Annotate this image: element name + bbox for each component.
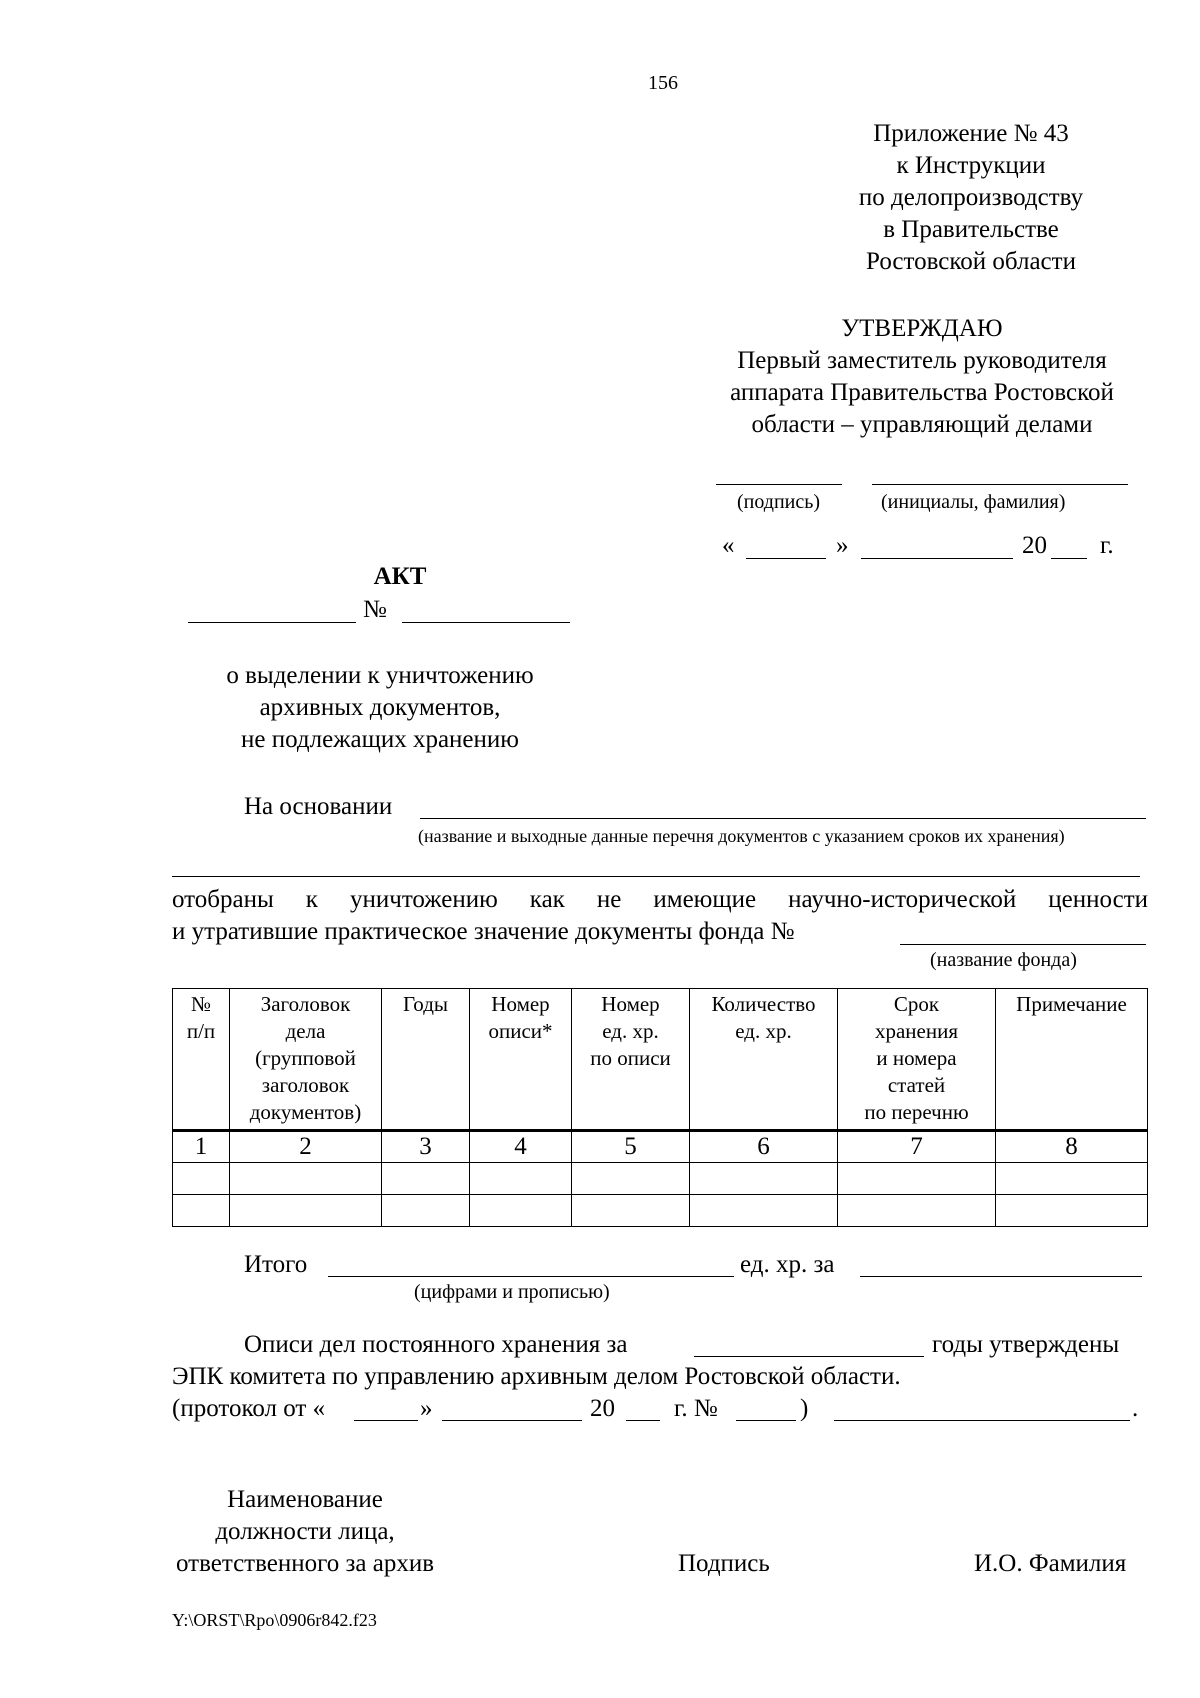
act-number-sign: № (363, 596, 387, 623)
protocol-end: . (1132, 1395, 1139, 1422)
table-cell[interactable] (230, 1195, 382, 1227)
header-cell-number (173, 989, 230, 1131)
date-close-quote: » (836, 532, 849, 559)
column-number: 8 (996, 1131, 1148, 1163)
table-row (173, 1163, 1148, 1195)
header-text: № (190, 992, 212, 1016)
appendix-line: в Правительстве (883, 216, 1059, 243)
table-cell[interactable] (996, 1163, 1148, 1195)
approval-line: Первый заместитель руководителя (737, 347, 1107, 374)
header-text: Количество (711, 992, 816, 1016)
date-year-prefix: 20 (1022, 532, 1047, 559)
signature-label: Подпись (678, 1550, 770, 1577)
header-cell-years (382, 989, 470, 1131)
header-text: (групповой (255, 1046, 356, 1070)
page-number: 156 (648, 72, 678, 94)
position-block (160, 1484, 450, 1580)
table-cell[interactable] (572, 1195, 690, 1227)
total-label: Итого (244, 1251, 308, 1278)
act-title: АКТ (373, 563, 427, 590)
total-count-line[interactable] (328, 1276, 734, 1277)
approval-line: области – управляющий делами (751, 411, 1093, 438)
act-subtitle-line: не подлежащих хранению (241, 726, 519, 753)
table-cell[interactable] (382, 1163, 470, 1195)
header-text: дела (285, 1019, 326, 1043)
inventory-line2: ЭПК комитета по управлению архивным делом Ростовской области. (172, 1363, 901, 1390)
protocol-quote: » (420, 1395, 433, 1422)
column-number: 6 (690, 1131, 838, 1163)
column-number: 3 (382, 1131, 470, 1163)
header-cell-quantity (690, 989, 838, 1131)
table-cell[interactable] (690, 1163, 838, 1195)
protocol-day-line[interactable] (354, 1420, 418, 1421)
date-day-line[interactable] (746, 558, 826, 559)
table-cell[interactable] (173, 1195, 230, 1227)
position-line: должности лица, (215, 1518, 395, 1545)
header-text: Срок (893, 992, 940, 1016)
appendix-line: к Инструкции (896, 152, 1046, 179)
header-text: ед. хр. (735, 1019, 792, 1043)
protocol-g: г. № (674, 1395, 718, 1422)
header-text: описи* (488, 1019, 553, 1043)
table-cell[interactable] (572, 1163, 690, 1195)
position-line: ответственного за архив (176, 1550, 434, 1577)
table-cell[interactable] (470, 1163, 572, 1195)
header-text: п/п (186, 1019, 216, 1043)
header-cell-note (996, 989, 1148, 1131)
protocol-number-line[interactable] (736, 1420, 796, 1421)
header-cell-title (230, 989, 382, 1131)
table-cell[interactable] (470, 1195, 572, 1227)
selected-line2: и утратившие практическое значение документы фонда № (172, 918, 795, 945)
header-text: Номер (601, 992, 660, 1016)
name-caption: (инициалы, фамилия) (881, 491, 1066, 513)
documents-table (172, 988, 1148, 1227)
appendix-block (830, 118, 1112, 278)
table-header-row (173, 989, 1148, 1131)
header-text: хранения (874, 1019, 958, 1043)
total-years-line[interactable] (860, 1276, 1142, 1277)
basis-line[interactable] (420, 818, 1146, 819)
table-cell[interactable] (690, 1195, 838, 1227)
act-subtitle-line: о выделении к уничтожению (226, 662, 534, 689)
approval-block (692, 313, 1152, 441)
header-text: ед. хр. (602, 1019, 659, 1043)
column-number: 7 (838, 1131, 996, 1163)
approval-title: УТВЕРЖДАЮ (841, 315, 1003, 342)
protocol-name-line[interactable] (834, 1420, 1130, 1421)
basis-continuation-line[interactable] (172, 876, 1140, 877)
inventory-years-line[interactable] (694, 1356, 924, 1357)
signature-caption: (подпись) (737, 491, 821, 513)
position-line: Наименование (227, 1486, 383, 1513)
column-number: 1 (173, 1131, 230, 1163)
signature-line[interactable] (716, 484, 842, 485)
header-text: Годы (403, 992, 448, 1016)
basis-caption: (название и выходные данные перечня документов с указанием сроков их хранения) (418, 826, 1065, 846)
column-number-row (173, 1131, 1148, 1163)
total-middle: ед. хр. за (740, 1251, 835, 1278)
table-cell[interactable] (838, 1195, 996, 1227)
date-month-line[interactable] (861, 558, 1013, 559)
column-number: 2 (230, 1131, 382, 1163)
total-caption: (цифрами и прописью) (414, 1281, 610, 1303)
fund-caption: (название фонда) (930, 949, 1077, 971)
protocol-year: 20 (590, 1395, 615, 1422)
header-text: и номера (876, 1046, 957, 1070)
protocol-start: (протокол от « (172, 1395, 326, 1422)
appendix-line: Приложение № 43 (873, 120, 1069, 147)
table-row (173, 1195, 1148, 1227)
table-cell[interactable] (173, 1163, 230, 1195)
inventory-line1-start: Описи дел постоянного хранения за (244, 1331, 628, 1358)
fund-name-line[interactable] (900, 944, 1146, 945)
header-text: Номер (491, 992, 550, 1016)
header-text: документов) (249, 1100, 362, 1124)
selected-line1: отобраны к уничтожению как не имеющие научно-исторической ценности (172, 886, 1148, 913)
header-text: по перечню (864, 1100, 969, 1124)
act-subtitle-line: архивных документов, (259, 694, 501, 721)
header-text: Заголовок (260, 992, 351, 1016)
protocol-paren: ) (800, 1395, 809, 1422)
act-date-line[interactable] (188, 622, 356, 623)
table-cell[interactable] (230, 1163, 382, 1195)
protocol-year-line[interactable] (626, 1420, 660, 1421)
header-text: Примечание (1016, 992, 1127, 1016)
table-cell[interactable] (996, 1195, 1148, 1227)
header-cell-unit-number (572, 989, 690, 1131)
appendix-line: по делопроизводству (858, 184, 1084, 211)
date-year-suffix: г. (1100, 532, 1114, 559)
header-text: заголовок (261, 1073, 350, 1097)
appendix-line: Ростовской области (866, 248, 1076, 275)
act-subtitle (180, 660, 580, 756)
act-number-line[interactable] (402, 622, 570, 623)
header-cell-inventory-number (470, 989, 572, 1131)
header-text: по описи (590, 1046, 671, 1070)
basis-label: На основании (244, 793, 393, 820)
table-cell[interactable] (838, 1163, 996, 1195)
header-text: статей (887, 1073, 946, 1097)
column-number: 5 (572, 1131, 690, 1163)
footer-file-path: Y:\ORST\Rpo\0906r842.f23 (172, 1610, 377, 1630)
date-year-line[interactable] (1051, 558, 1087, 559)
protocol-month-line[interactable] (442, 1420, 582, 1421)
header-cell-retention (838, 989, 996, 1131)
initials-line[interactable] (872, 484, 1128, 485)
approval-line: аппарата Правительства Ростовской (730, 379, 1114, 406)
table-cell[interactable] (382, 1195, 470, 1227)
inventory-line1-end: годы утверждены (932, 1331, 1120, 1358)
column-number: 4 (470, 1131, 572, 1163)
full-name-label: И.О. Фамилия (974, 1550, 1127, 1577)
date-open-quote: « (722, 532, 735, 559)
